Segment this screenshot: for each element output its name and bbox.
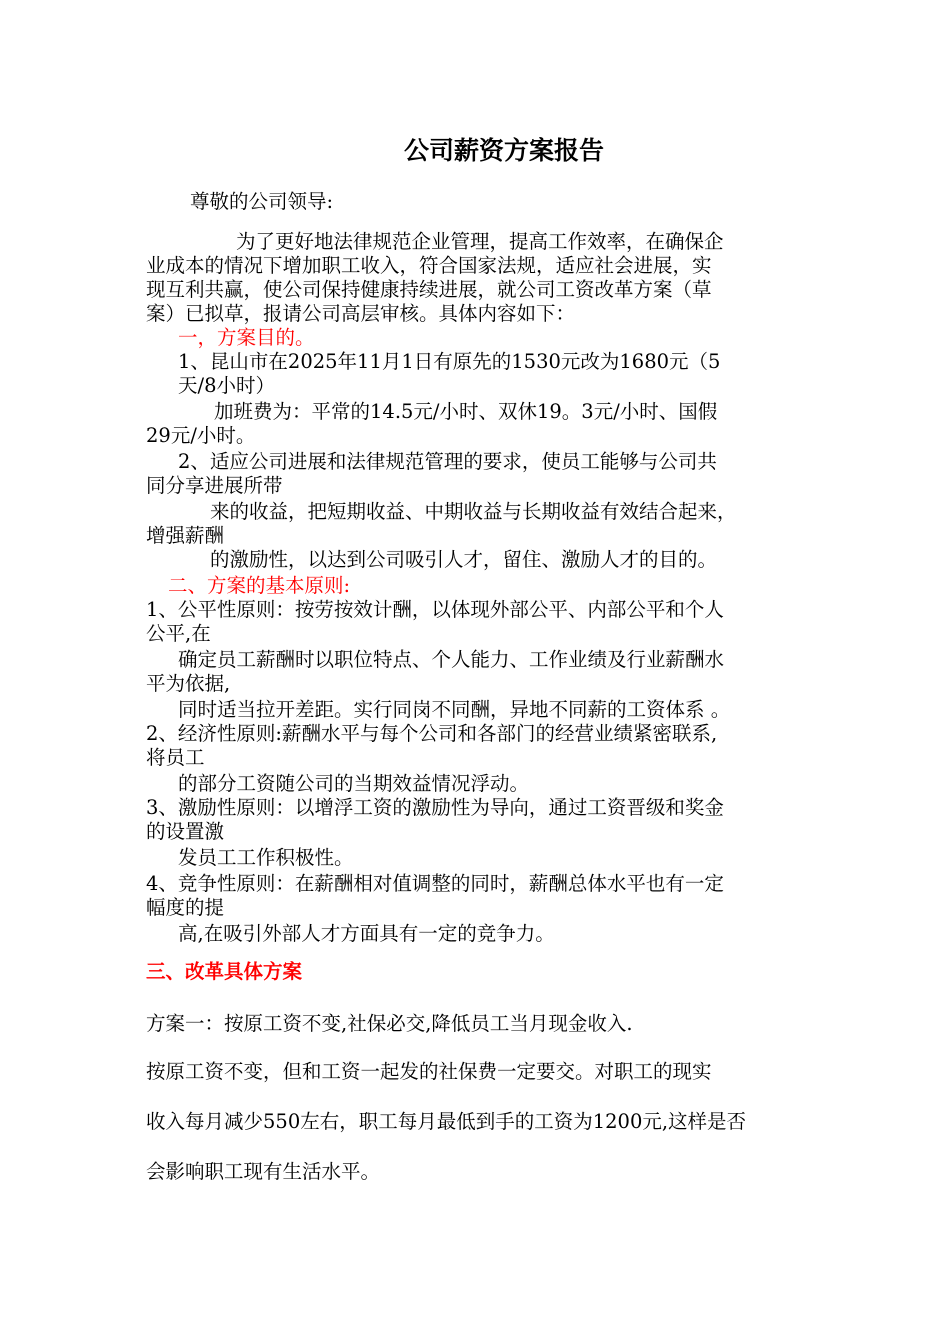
intro-line: 业成本的情况下增加职工收入，符合国家法规，适应社会进展，实: [146, 254, 712, 277]
document-title: 公司薪资方案报告: [403, 136, 604, 165]
section1-line: 增强薪酬: [146, 524, 225, 547]
section1-line: 天/8小时）: [178, 374, 275, 397]
section2-line: 的部分工资随公司的当期效益情况浮动。: [178, 772, 530, 795]
section2-line: 1、公平性原则：按劳按效计酬，以体现外部公平、内部公平和个人: [146, 598, 724, 621]
plan1-line: 按原工资不变，但和工资一起发的社保费一定要交。对职工的现实: [146, 1060, 712, 1083]
section2-line: 高,在吸引外部人才方面具有一定的竞争力。: [178, 922, 555, 945]
intro-line: 为了更好地法律规范企业管理，提高工作效率，在确保企: [236, 230, 724, 253]
section2-line: 将员工: [146, 746, 205, 769]
section2-heading: 二、方案的基本原则:: [168, 574, 351, 597]
section2-line: 3、激励性原则：以增浮工资的激励性为导向，通过工资晋级和奖金: [146, 796, 724, 819]
intro-line: 现互利共赢，使公司保持健康持续进展，就公司工资改革方案（草: [146, 278, 712, 301]
section1-line: 的激励性，以达到公司吸引人才，留住、激励人才的目的。: [210, 548, 718, 571]
section2-line: 4、竞争性原则：在薪酬相对值调整的同时，薪酬总体水平也有一定: [146, 872, 724, 895]
section2-line: 公平,在: [146, 622, 211, 645]
section1-line: 2、适应公司进展和法律规范管理的要求，使员工能够与公司共: [178, 450, 717, 473]
plan1-line: 收入每月减少550左右，职工每月最低到手的工资为1200元,这样是否: [146, 1110, 747, 1133]
section2-line: 的设置激: [146, 820, 225, 843]
intro-line: 案）已拟草，报请公司高层审核。具体内容如下：: [146, 302, 576, 325]
section2-line: 发员工工作积极性。: [178, 846, 354, 869]
section2-line: 2、经济性原则:薪酬水平与每个公司和各部门的经营业绩紧密联系,: [146, 722, 718, 745]
section2-line: 确定员工薪酬时以职位特点、个人能力、工作业绩及行业薪酬水: [178, 648, 725, 671]
section3-heading: 三、改革具体方案: [146, 960, 303, 983]
plan1-title: 方案一：按原工资不变,社保必交,降低员工当月现金收入.: [146, 1012, 633, 1035]
plan1-line: 会影响职工现有生活水平。: [146, 1160, 381, 1183]
section2-line: 同时适当拉开差距。实行同岗不同酬，异地不同薪的工资体系 。: [178, 698, 731, 721]
section1-line: 来的收益，把短期收益、中期收益与长期收益有效结合起来，: [210, 500, 737, 523]
section1-heading: 一，方案目的。: [178, 326, 315, 349]
section2-line: 平为依据,: [146, 672, 231, 695]
section2-line: 幅度的提: [146, 896, 225, 919]
section1-line: 1、昆山市在2025年11月1日有原先的1530元改为1680元（5: [178, 350, 721, 373]
section1-line: 加班费为：平常的14.5元/小时、双休19。3元/小时、国假: [214, 400, 718, 423]
salutation: 尊敬的公司领导:: [190, 190, 334, 213]
section1-line: 同分享进展所带: [146, 474, 283, 497]
section1-line: 29元/小时。: [146, 424, 256, 447]
